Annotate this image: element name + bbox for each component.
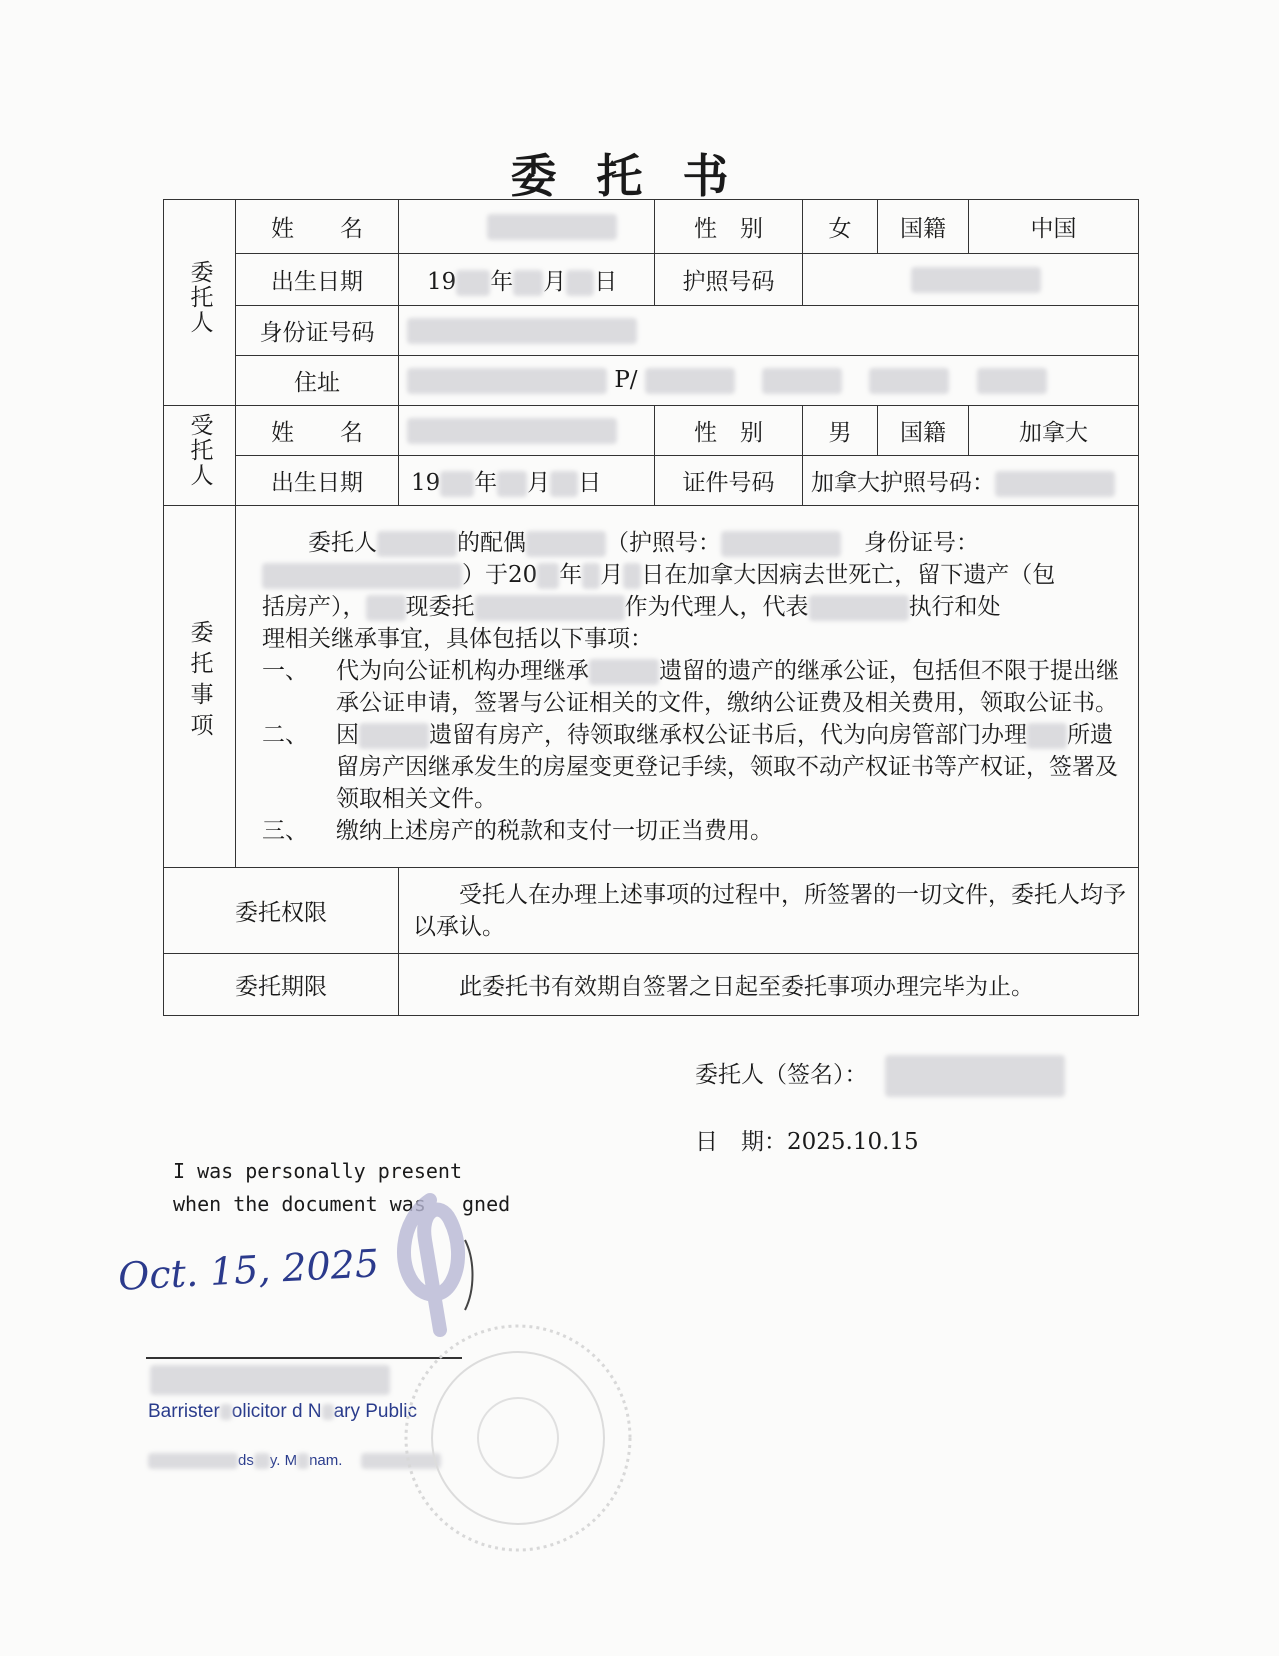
matters-section-label: 委托事项 [164,506,236,868]
matter-item-1 [262,655,1128,719]
matter-item-text: 因 [336,721,359,748]
intro-passport: （护照号： [606,529,721,556]
intro-year-prefix: ）于20 [462,561,538,588]
notary-statement-line2: when the document was gned [173,1192,511,1216]
matter-item-number: 一、 [262,657,308,684]
intro-death-note: 日在加拿大因病去世死亡，留下遗产（包 [641,561,1056,588]
principal-dob-value [399,254,655,306]
dob-year-unit: 年 [490,269,514,295]
handwritten-date: Oct. 15, 2025 [117,1241,381,1299]
intro-entrust: 现委托 [405,593,475,620]
principal-gender-label: 性 别 [655,200,803,254]
dob-day-unit: 日 [594,269,618,295]
matter-item-number: 二、 [262,721,308,748]
matter-item-2 [262,719,1128,815]
principal-address-label: 住址 [236,356,399,406]
principal-id-label: 身份证号码 [236,306,399,356]
matter-item-3 [262,815,1128,847]
agent-dob-century: 19 [411,470,441,496]
notary-name-blurred [150,1365,390,1395]
agent-doc-type: 加拿大护照号码： [811,470,995,496]
principal-section-label: 委托人 [164,200,236,406]
date-label: 日 期： [695,1129,787,1155]
intro-principal: 委托人 [308,529,377,556]
notary-statement-line1: I was personally present [173,1159,462,1183]
principal-dob-label: 出生日期 [236,254,399,306]
principal-nationality-label: 国籍 [878,200,969,254]
agent-dob-day-unit: 日 [578,470,602,496]
period-label: 委托期限 [164,954,399,1016]
agent-doc-value [803,456,1139,506]
dob-month-unit: 月 [543,269,567,295]
intro-property: 括房产）， [262,593,366,620]
matter-item-text: 所遗留房产因继承发生的房屋变更登记手续，领取不动产权证书等产权证，签署及领取相关文件。 [336,721,1118,812]
period-text: 此委托书有效期自签署之日起至委托事项办理完毕为止。 [399,954,1139,1016]
principal-gender-value: 女 [803,200,878,254]
intro-month-unit: 月 [600,561,624,588]
agent-dob-label: 出生日期 [236,456,399,506]
agent-name-value [399,406,655,456]
matter-item-number: 三、 [262,817,308,844]
agent-gender-value: 男 [803,406,878,456]
intro-last-line: 理相关继承事宜，具体包括以下事项： [262,625,653,652]
principal-name-label: 姓 名 [236,200,399,254]
entrustment-form [163,199,1139,1016]
principal-nationality-value: 中国 [969,200,1139,254]
intro-execute: 执行和处 [908,593,1001,620]
notary-seal [398,1318,638,1558]
agent-dob-year-unit: 年 [474,470,498,496]
intro-agent: 作为代理人，代表 [624,593,809,620]
agent-section-label: 受托人 [164,406,236,506]
agent-nationality-label: 国籍 [878,406,969,456]
authority-text: 受托人在办理上述事项的过程中，所签署的一切文件，委托人均予以承认。 [399,868,1139,954]
date-value: 2025.10.15 [787,1129,919,1155]
agent-gender-label: 性 别 [655,406,803,456]
intro-year-unit: 年 [559,561,583,588]
signature-label: 委托人（签名）： [695,1062,868,1088]
principal-passport-label: 护照号码 [655,254,803,306]
matter-item-text: 缴纳上述房产的税款和支付一切正当费用。 [336,817,773,844]
signature-blurred [885,1055,1065,1097]
matters-content [236,506,1139,868]
signature-date [695,1123,919,1156]
notary-address: ds y. M nam. [148,1452,441,1469]
agent-dob-month-unit: 月 [527,470,551,496]
dob-century: 19 [427,269,457,295]
principal-passport-value [803,254,1139,306]
document-title: 委托书 [510,149,769,203]
agent-name-label: 姓 名 [236,406,399,456]
principal-name-value [399,200,655,254]
notary-title: Barrister olicitor d N ary Public [148,1401,417,1422]
authority-label: 委托权限 [164,868,399,954]
principal-signature [695,1055,1065,1097]
address-fragment: P/ [614,367,638,393]
matter-item-text: 遗留的遗产的继承公证，包括但不限于提出继承公证申请，签署与公证相关的文件，缴纳公证费及相关费用，领取公证书。 [336,657,1119,716]
matter-item-text: 代为向公证机构办理继承 [336,657,589,684]
intro-spouse: 的配偶 [457,529,526,556]
principal-address-value [399,356,1139,406]
principal-id-value [399,306,1139,356]
intro-id: 身份证号： [864,529,979,556]
agent-doc-label: 证件号码 [655,456,803,506]
agent-nationality-value: 加拿大 [969,406,1139,456]
matter-item-text: 遗留有房产，待领取继承权公证书后，代为向房管部门办理 [429,721,1027,748]
agent-dob-value [399,456,655,506]
